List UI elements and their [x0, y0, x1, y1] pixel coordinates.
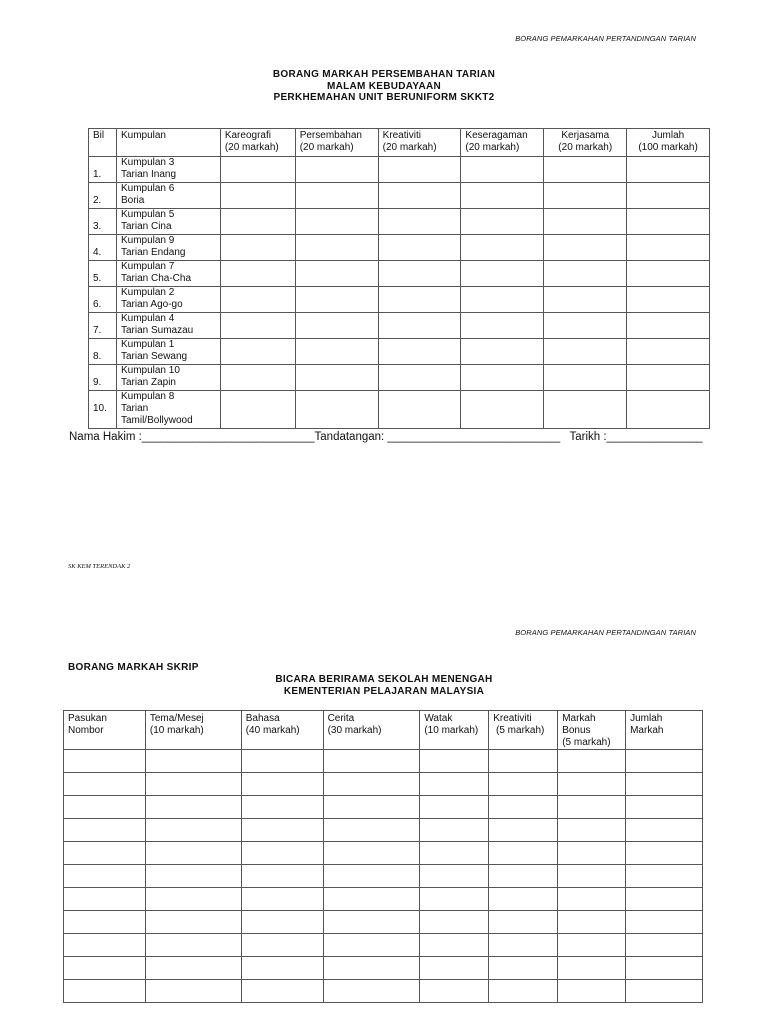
score-cell[interactable] — [145, 842, 241, 865]
score-cell[interactable] — [145, 957, 241, 980]
score-cell[interactable] — [64, 796, 146, 819]
score-cell[interactable] — [626, 750, 703, 773]
table-row — [89, 365, 710, 391]
page2-header: BORANG PEMARKAHAN PERTANDINGAN TARIAN — [515, 628, 696, 637]
score-cell[interactable] — [489, 773, 558, 796]
score-cell[interactable] — [461, 261, 544, 287]
total-cell[interactable] — [627, 261, 710, 287]
table-row — [64, 911, 703, 934]
score-cell[interactable] — [241, 819, 323, 842]
score-cell[interactable] — [489, 934, 558, 957]
judge-signature-line: Nama Hakim :___________________________Tandatangan: ___________________________ Tarikh :_______________ — [69, 431, 703, 443]
col-kreativiti: Kreativiti (20 markah) — [378, 129, 461, 157]
score-cell[interactable] — [323, 888, 420, 911]
score-cell[interactable] — [489, 819, 558, 842]
total-cell[interactable] — [627, 287, 710, 313]
page2-title-line-1: BICARA BERIRAMA SEKOLAH MENENGAH — [275, 674, 493, 685]
total-cell[interactable] — [627, 313, 710, 339]
score-cell[interactable] — [378, 209, 461, 235]
col-tema: Tema/Mesej (10 markah) — [145, 711, 241, 750]
score-cell[interactable] — [220, 287, 295, 313]
row-bil: 2. — [89, 183, 117, 209]
score-cell[interactable] — [241, 865, 323, 888]
table-row — [64, 819, 703, 842]
score-cell[interactable] — [295, 261, 378, 287]
score-cell[interactable] — [558, 934, 626, 957]
score-cell[interactable] — [241, 911, 323, 934]
score-cell[interactable] — [378, 365, 461, 391]
score-cell[interactable] — [489, 980, 558, 1003]
score-cell[interactable] — [323, 750, 420, 773]
col-jumlah: Jumlah (100 markah) — [627, 129, 710, 157]
score-cell[interactable] — [220, 261, 295, 287]
total-cell[interactable] — [627, 365, 710, 391]
score-cell[interactable] — [461, 391, 544, 429]
score-cell[interactable] — [145, 773, 241, 796]
score-cell[interactable] — [145, 819, 241, 842]
score-cell[interactable] — [323, 842, 420, 865]
row-group: Kumpulan 4 Tarian Sumazau — [116, 313, 220, 339]
score-cell[interactable] — [220, 183, 295, 209]
col-bahasa: Bahasa (40 markah) — [241, 711, 323, 750]
score-cell[interactable] — [544, 235, 627, 261]
score-cell[interactable] — [323, 773, 420, 796]
score-cell[interactable] — [420, 888, 489, 911]
score-cell[interactable] — [544, 365, 627, 391]
table-row — [64, 796, 703, 819]
score-cell[interactable] — [544, 183, 627, 209]
score-cell[interactable] — [544, 157, 627, 183]
score-cell[interactable] — [145, 750, 241, 773]
score-cell[interactable] — [378, 157, 461, 183]
page1-footer: SK KEM TERENDAK 2 — [68, 563, 131, 570]
score-cell[interactable] — [544, 391, 627, 429]
score-cell[interactable] — [626, 934, 703, 957]
row-group: Kumpulan 5 Tarian Cina — [116, 209, 220, 235]
score-cell[interactable] — [626, 842, 703, 865]
score-cell[interactable] — [323, 796, 420, 819]
col-kreativiti-2: Kreativiti (5 markah) — [489, 711, 558, 750]
row-group: Kumpulan 10 Tarian Zapin — [116, 365, 220, 391]
dance-score-table — [88, 128, 710, 429]
page1-title — [0, 69, 768, 104]
score-cell[interactable] — [241, 750, 323, 773]
row-bil: 1. — [89, 157, 117, 183]
score-cell[interactable] — [241, 796, 323, 819]
score-cell[interactable] — [420, 980, 489, 1003]
row-bil: 3. — [89, 209, 117, 235]
page2-left-title: BORANG MARKAH SKRIP — [68, 662, 199, 673]
page2-title-line-2: KEMENTERIAN PELAJARAN MALAYSIA — [283, 685, 485, 697]
score-cell[interactable] — [378, 313, 461, 339]
score-cell[interactable] — [145, 911, 241, 934]
row-group: Kumpulan 7 Tarian Cha-Cha — [116, 261, 220, 287]
row-group: Kumpulan 9 Tarian Endang — [116, 235, 220, 261]
score-cell[interactable] — [626, 980, 703, 1003]
score-cell[interactable] — [295, 157, 378, 183]
score-cell[interactable] — [544, 313, 627, 339]
score-cell[interactable] — [145, 865, 241, 888]
score-cell[interactable] — [461, 157, 544, 183]
score-cell[interactable] — [220, 339, 295, 365]
total-cell[interactable] — [627, 235, 710, 261]
score-cell[interactable] — [489, 957, 558, 980]
score-cell[interactable] — [489, 888, 558, 911]
score-cell[interactable] — [544, 261, 627, 287]
row-bil: 4. — [89, 235, 117, 261]
score-cell[interactable] — [64, 934, 146, 957]
score-cell[interactable] — [626, 957, 703, 980]
table-row — [89, 183, 710, 209]
row-bil: 5. — [89, 261, 117, 287]
score-cell[interactable] — [220, 391, 295, 429]
row-group: Kumpulan 1 Tarian Sewang — [116, 339, 220, 365]
score-cell[interactable] — [378, 183, 461, 209]
page2-title — [0, 674, 768, 697]
score-cell[interactable] — [378, 235, 461, 261]
table-row — [89, 261, 710, 287]
score-cell[interactable] — [295, 235, 378, 261]
score-cell[interactable] — [626, 911, 703, 934]
table-row — [64, 934, 703, 957]
row-group: Kumpulan 8 Tarian Tamil/Bollywood — [116, 391, 220, 429]
score-cell[interactable] — [64, 773, 146, 796]
score-cell[interactable] — [378, 287, 461, 313]
col-kumpulan: Kumpulan — [116, 129, 220, 157]
score-cell[interactable] — [64, 750, 146, 773]
score-cell[interactable] — [220, 235, 295, 261]
score-cell[interactable] — [220, 365, 295, 391]
score-cell[interactable] — [461, 209, 544, 235]
score-cell[interactable] — [544, 287, 627, 313]
row-group: Kumpulan 6 Boria — [116, 183, 220, 209]
score-cell[interactable] — [295, 209, 378, 235]
score-cell[interactable] — [489, 842, 558, 865]
col-bil: Bil — [89, 129, 117, 157]
col-kerjasama: Kerjasama (20 markah) — [544, 129, 627, 157]
table-row — [64, 773, 703, 796]
score-cell[interactable] — [220, 157, 295, 183]
score-cell[interactable] — [558, 842, 626, 865]
total-cell[interactable] — [627, 157, 710, 183]
score-cell[interactable] — [323, 911, 420, 934]
score-cell[interactable] — [323, 934, 420, 957]
score-cell[interactable] — [241, 957, 323, 980]
col-persembahan: Persembahan (20 markah) — [295, 129, 378, 157]
table-row — [89, 339, 710, 365]
score-cell[interactable] — [64, 865, 146, 888]
score-cell[interactable] — [145, 980, 241, 1003]
score-cell[interactable] — [544, 209, 627, 235]
col-jumlah-markah: Jumlah Markah — [626, 711, 703, 750]
page1-header: BORANG PEMARKAHAN PERTANDINGAN TARIAN — [515, 34, 696, 43]
score-cell[interactable] — [558, 980, 626, 1003]
score-cell[interactable] — [145, 796, 241, 819]
score-cell[interactable] — [558, 819, 626, 842]
score-cell[interactable] — [295, 183, 378, 209]
score-cell[interactable] — [558, 796, 626, 819]
score-cell[interactable] — [145, 934, 241, 957]
row-bil: 7. — [89, 313, 117, 339]
score-cell[interactable] — [626, 888, 703, 911]
table-row — [64, 865, 703, 888]
score-cell[interactable] — [489, 865, 558, 888]
score-cell[interactable] — [461, 339, 544, 365]
total-cell[interactable] — [627, 183, 710, 209]
table-row — [89, 391, 710, 429]
score-cell[interactable] — [323, 980, 420, 1003]
score-cell[interactable] — [241, 980, 323, 1003]
score-cell[interactable] — [461, 287, 544, 313]
score-cell[interactable] — [461, 183, 544, 209]
score-cell[interactable] — [378, 339, 461, 365]
score-cell[interactable] — [489, 796, 558, 819]
score-cell[interactable] — [64, 957, 146, 980]
score-cell[interactable] — [145, 888, 241, 911]
dance-table-header-row — [89, 129, 710, 157]
table-row — [64, 888, 703, 911]
script-score-table — [63, 710, 703, 1003]
score-cell[interactable] — [489, 750, 558, 773]
table-row — [64, 957, 703, 980]
score-cell[interactable] — [420, 865, 489, 888]
score-cell[interactable] — [323, 819, 420, 842]
row-bil: 10. — [89, 391, 117, 429]
table-row — [89, 209, 710, 235]
row-group: Kumpulan 2 Tarian Ago-go — [116, 287, 220, 313]
score-cell[interactable] — [241, 888, 323, 911]
row-bil: 6. — [89, 287, 117, 313]
score-cell[interactable] — [420, 934, 489, 957]
score-cell[interactable] — [241, 934, 323, 957]
score-cell[interactable] — [558, 911, 626, 934]
total-cell[interactable] — [627, 209, 710, 235]
score-cell[interactable] — [323, 957, 420, 980]
score-cell[interactable] — [220, 209, 295, 235]
score-cell[interactable] — [558, 865, 626, 888]
score-cell[interactable] — [558, 773, 626, 796]
col-markah-bonus: Markah Bonus (5 markah) — [558, 711, 626, 750]
score-cell[interactable] — [461, 313, 544, 339]
score-cell[interactable] — [241, 842, 323, 865]
score-cell[interactable] — [420, 796, 489, 819]
score-cell[interactable] — [420, 957, 489, 980]
score-cell[interactable] — [626, 819, 703, 842]
score-cell[interactable] — [378, 261, 461, 287]
score-cell[interactable] — [489, 911, 558, 934]
col-cerita: Cerita (30 markah) — [323, 711, 420, 750]
score-cell[interactable] — [626, 865, 703, 888]
row-group: Kumpulan 3 Tarian Inang — [116, 157, 220, 183]
score-cell[interactable] — [420, 842, 489, 865]
score-cell[interactable] — [420, 911, 489, 934]
score-cell[interactable] — [558, 750, 626, 773]
total-cell[interactable] — [627, 391, 710, 429]
score-cell[interactable] — [461, 365, 544, 391]
score-cell[interactable] — [558, 957, 626, 980]
score-cell[interactable] — [295, 365, 378, 391]
row-bil: 9. — [89, 365, 117, 391]
score-cell[interactable] — [295, 287, 378, 313]
table-row — [64, 980, 703, 1003]
page1-title-line-1: BORANG MARKAH PERSEMBAHAN TARIAN — [272, 69, 496, 80]
score-cell[interactable] — [558, 888, 626, 911]
col-kareografi: Kareografi (20 markah) — [220, 129, 295, 157]
score-cell[interactable] — [64, 819, 146, 842]
score-cell[interactable] — [64, 911, 146, 934]
total-cell[interactable] — [627, 339, 710, 365]
row-bil: 8. — [89, 339, 117, 365]
score-cell[interactable] — [420, 819, 489, 842]
page1-title-line-3: PERKHEMAHAN UNIT BERUNIFORM SKKT2 — [273, 92, 495, 103]
score-cell[interactable] — [544, 339, 627, 365]
table-row — [89, 157, 710, 183]
page1-title-line-2: MALAM KEBUDAYAAN — [326, 80, 442, 92]
score-cell[interactable] — [220, 313, 295, 339]
score-cell[interactable] — [295, 339, 378, 365]
score-cell[interactable] — [461, 235, 544, 261]
score-cell[interactable] — [64, 888, 146, 911]
table-row — [89, 235, 710, 261]
score-cell[interactable] — [295, 391, 378, 429]
score-cell[interactable] — [64, 980, 146, 1003]
score-cell[interactable] — [420, 750, 489, 773]
score-cell[interactable] — [626, 773, 703, 796]
score-cell[interactable] — [420, 773, 489, 796]
col-watak: Watak (10 markah) — [420, 711, 489, 750]
score-cell[interactable] — [295, 313, 378, 339]
script-table-header-row — [64, 711, 703, 750]
col-keseragaman: Keseragaman (20 markah) — [461, 129, 544, 157]
score-cell[interactable] — [241, 773, 323, 796]
score-cell[interactable] — [378, 391, 461, 429]
score-cell[interactable] — [64, 842, 146, 865]
table-row — [64, 842, 703, 865]
table-row — [89, 287, 710, 313]
col-pasukan: Pasukan Nombor — [64, 711, 146, 750]
score-cell[interactable] — [626, 796, 703, 819]
score-cell[interactable] — [323, 865, 420, 888]
table-row — [89, 313, 710, 339]
table-row — [64, 750, 703, 773]
